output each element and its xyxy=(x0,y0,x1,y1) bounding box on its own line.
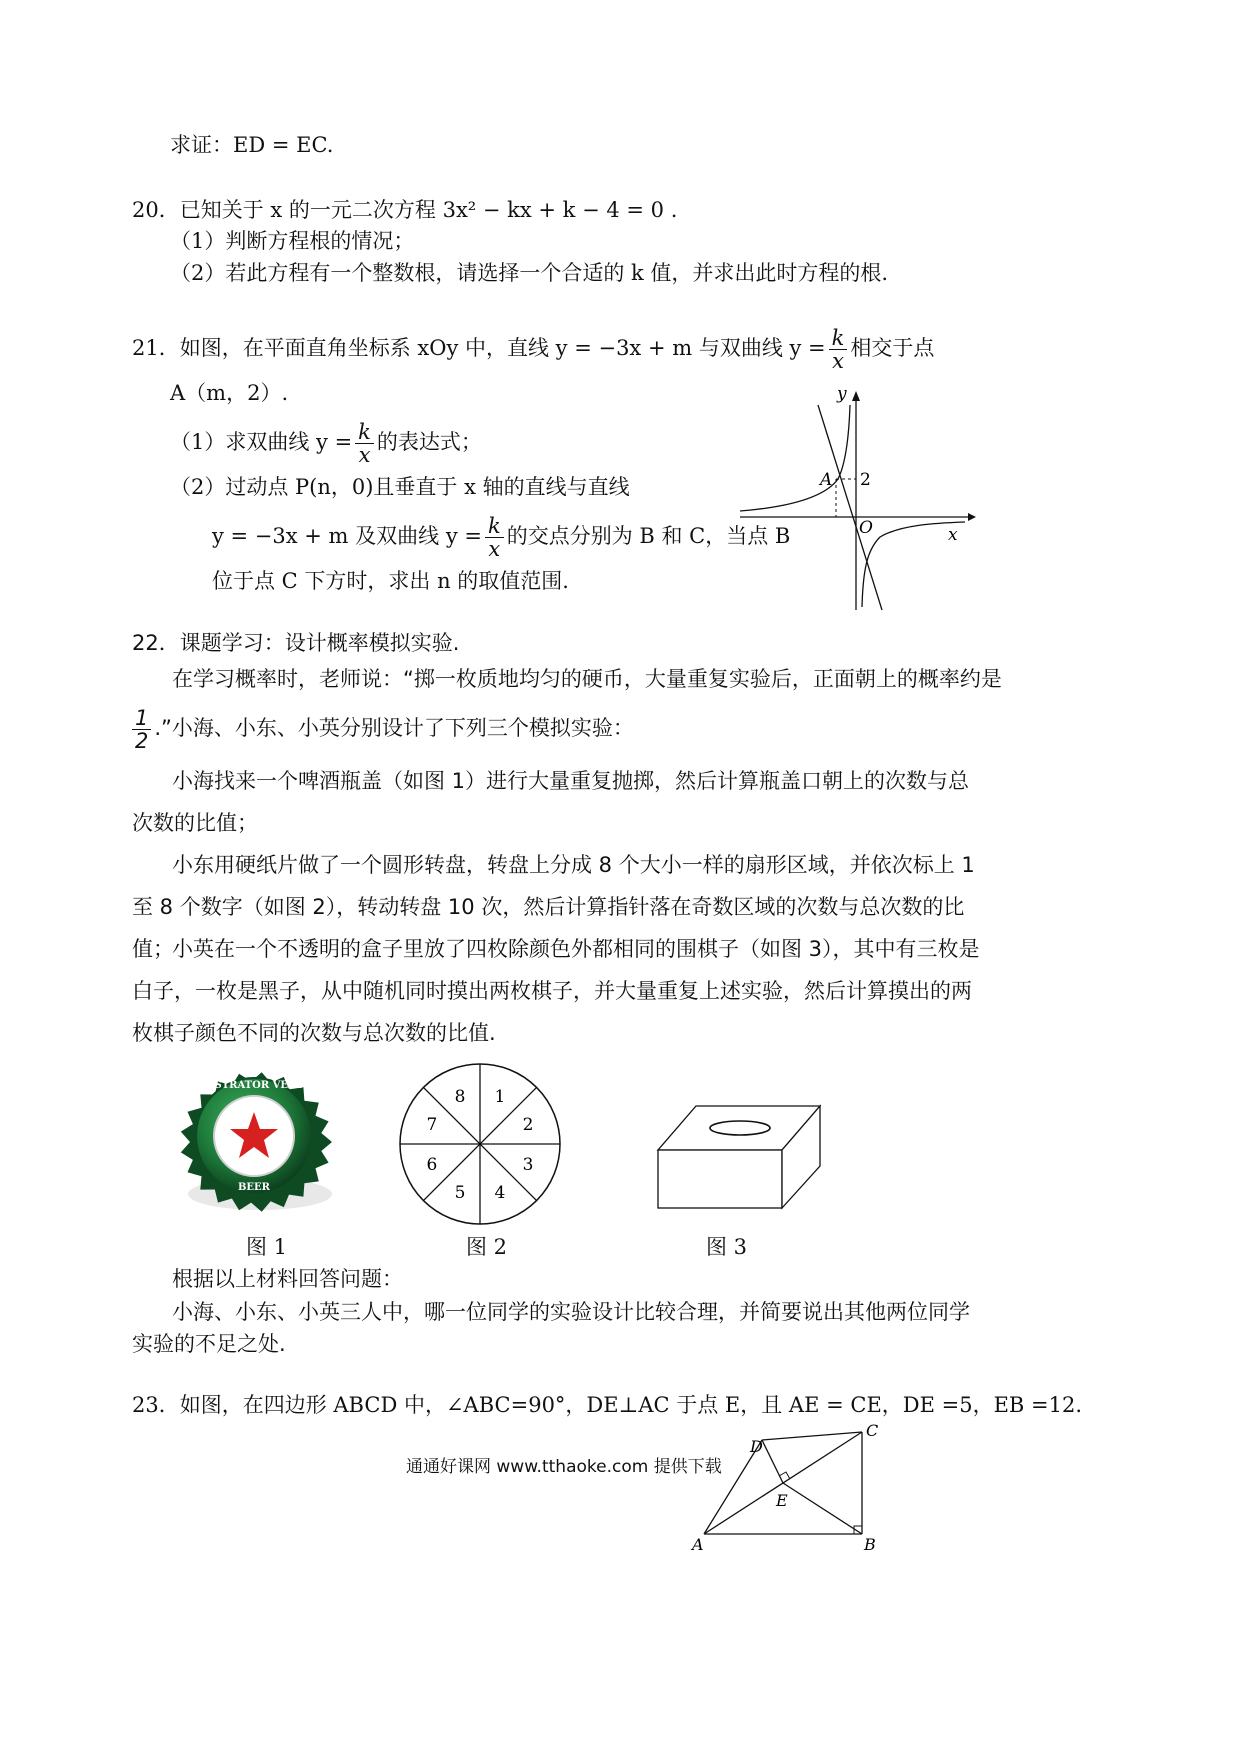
x-axis-arrow-icon xyxy=(968,513,976,521)
y-axis-arrow-icon xyxy=(852,391,860,401)
q21-p1-fraction xyxy=(355,421,374,466)
label-d: D xyxy=(750,1437,763,1456)
q21-fraction xyxy=(829,327,848,372)
label-point-a: A xyxy=(820,470,833,490)
cap-text: ILLUSTRATOR VECTOR xyxy=(187,1080,321,1091)
q21-part2-line1: （2）过动点 P(n，0)且垂直于 x 轴的直线与直线 xyxy=(170,475,630,499)
spinner-number: 4 xyxy=(494,1183,506,1204)
q22-para1-b xyxy=(132,700,634,756)
q21-part2-line3: 位于点 C 下方时，求出 n 的取值范围. xyxy=(212,569,569,593)
fig2-caption: 图 2 xyxy=(466,1235,508,1259)
spinner-number: 6 xyxy=(426,1154,438,1175)
q21-p1-a: （1）求双曲线 y = xyxy=(170,430,353,454)
q22-stem: 22．课题学习：设计概率模拟实验. xyxy=(132,631,460,655)
spinner-number: 5 xyxy=(454,1183,466,1204)
q23-stem: 23．如图，在四边形 ABCD 中，∠ABC=90°，DE⊥AC 于点 E，且 AE = CE，DE =5，EB =12. xyxy=(132,1393,1083,1417)
fig3-caption: 图 3 xyxy=(706,1235,748,1259)
label-x: x xyxy=(948,525,958,545)
spinner-number: 7 xyxy=(426,1115,438,1136)
q21-p2-c: 的交点分别为 B 和 C，当点 B xyxy=(506,524,791,548)
box-figure xyxy=(650,1100,830,1220)
seg-dc xyxy=(762,1432,862,1440)
q21-frac-den: x xyxy=(832,349,844,373)
q22-para3: 小东用硬纸片做了一个圆形转盘，转盘上分成 8 个大小一样的扇形区域，并依次标上 1 至 8 个数字（如图 2），转动转盘 10 次，然后计算指针落在奇数区域的次数与总次数的比值； xyxy=(132,853,975,961)
spinner-number: 2 xyxy=(522,1115,534,1136)
q21-stem-a: 21．如图，在平面直角坐标系 xOy 中，直线 y = −3x + m 与双曲线 y = xyxy=(132,336,826,360)
q22-half-fraction xyxy=(132,707,151,752)
box-opening xyxy=(710,1121,770,1135)
spinner-figure xyxy=(396,1060,564,1228)
label-origin: O xyxy=(859,518,873,538)
seg-de xyxy=(762,1440,783,1483)
q21-stem xyxy=(132,320,934,376)
box-front-face xyxy=(658,1150,782,1208)
q22-para1-a: 在学习概率时，老师说：“掷一枚质地均匀的硬币，大量重复实验后，正面朝上的概率约是 xyxy=(172,667,1002,691)
q21-p2-fraction xyxy=(485,515,504,560)
q22-half-den: 2 xyxy=(135,728,149,753)
q22-para2: 小海找来一个啤酒瓶盖（如图 1）进行大量重复抛掷，然后计算瓶盖口朝上的次数与总次数的比值； xyxy=(132,769,970,835)
label-c: C xyxy=(866,1421,879,1440)
q21-p2-frac-den: x xyxy=(488,537,501,561)
spinner-spokes xyxy=(400,1064,560,1224)
q22-half-num: 1 xyxy=(132,707,151,730)
bottle-cap-figure xyxy=(168,1060,340,1222)
q22-question: 小海、小东、小英三人中，哪一位同学的实验设计比较合理，并简要说出其他两位同学实验的不足之处. xyxy=(132,1300,970,1356)
label-e: E xyxy=(776,1491,788,1510)
q20-part2: （2）若此方程有一个整数根，请选择一个合适的 k 值，并求出此时方程的根. xyxy=(170,261,889,285)
cap-text-beer: BEER xyxy=(237,1182,271,1193)
q21-part1 xyxy=(170,414,482,470)
q21-p1-frac-den: x xyxy=(358,443,371,467)
label-a: A xyxy=(692,1535,704,1553)
q21-stem-b: 相交于点 xyxy=(850,336,935,360)
hyperbola-branch-left xyxy=(740,405,850,511)
footer-watermark: 通通好课网 www.tthaoke.com 提供下载 xyxy=(406,1457,722,1477)
q21-p2-b: y = −3x + m 及双曲线 y = xyxy=(212,524,482,548)
label-y: y xyxy=(837,385,847,404)
q21-p1-frac-num: k xyxy=(355,421,374,444)
spinner-number: 3 xyxy=(522,1154,534,1175)
q22-para4: 小英在一个不透明的盒子里放了四枚除颜色外都相同的围棋子（如图 3），其中有三枚是白子，一枚是黑子，从中随机同时摸出两枚棋子，并大量重复上述实验，然后计算摸出的两枚棋子颜色不同的次数与总次数的比值. xyxy=(132,937,980,1045)
q19-conclusion: 求证：ED = EC. xyxy=(170,133,334,157)
q23-figure xyxy=(680,1418,900,1553)
line-y-neg3x-m xyxy=(818,405,882,610)
label-b: B xyxy=(864,1535,876,1553)
fig1-caption: 图 1 xyxy=(246,1235,288,1259)
q21-p1-b: 的表达式； xyxy=(376,430,482,454)
q22-para1-b-text: .”小海、小东、小英分别设计了下列三个模拟实验： xyxy=(154,716,634,740)
q21-part2-line2 xyxy=(212,508,790,564)
q21-point-a: A（m，2）. xyxy=(170,381,289,405)
q21-p2-frac-num: k xyxy=(485,515,504,538)
spinner-number: 8 xyxy=(454,1086,466,1107)
q20-part1: （1）判断方程根的情况； xyxy=(170,229,415,253)
label-two: 2 xyxy=(860,470,871,490)
seg-eb xyxy=(783,1483,862,1534)
q20-stem: 20．已知关于 x 的一元二次方程 3x² − kx + k − 4 = 0 . xyxy=(132,198,678,222)
spinner-number: 1 xyxy=(494,1086,506,1107)
q22-ask: 根据以上材料回答问题： xyxy=(172,1267,403,1291)
q21-frac-num: k xyxy=(829,327,848,350)
q21-graph xyxy=(730,385,980,615)
